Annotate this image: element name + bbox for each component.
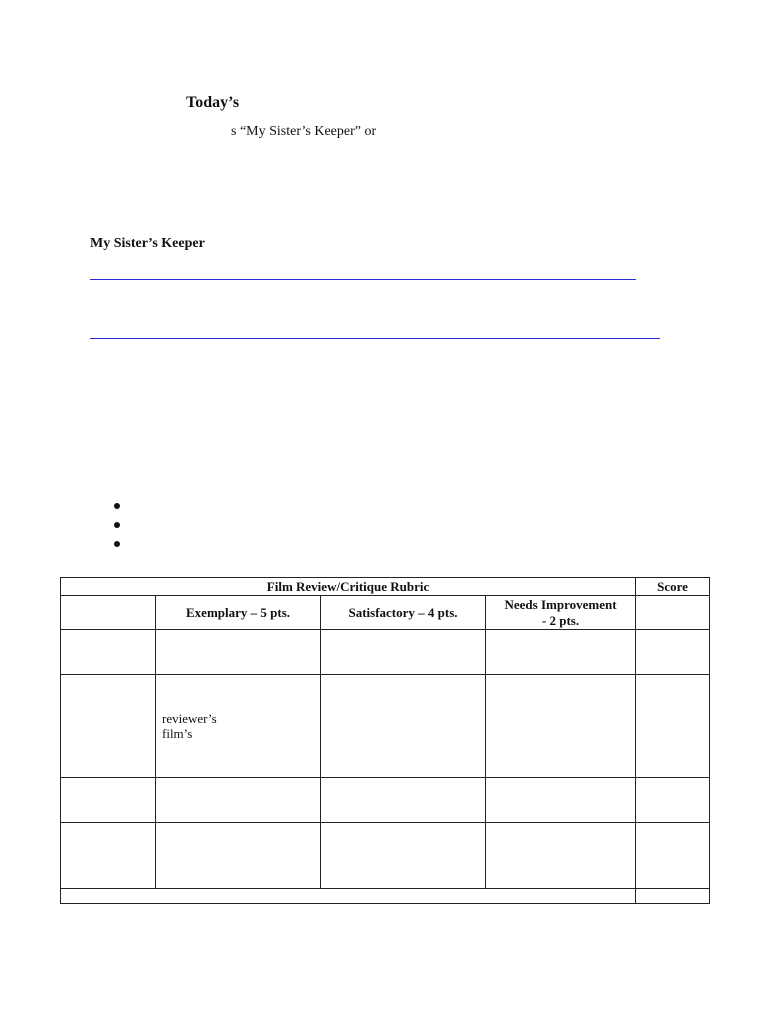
satisfactory-cell <box>321 778 486 823</box>
bullet-icon <box>114 522 120 528</box>
rubric-title: Film Review/Critique Rubric <box>61 578 636 596</box>
total-score-cell[interactable] <box>636 889 710 904</box>
needs-improvement-points: - 2 pts. <box>541 612 580 628</box>
criteria-cell <box>61 630 156 675</box>
exemplary-cell <box>156 778 321 823</box>
rubric-column-header-row <box>61 596 710 630</box>
link-underline-1[interactable] <box>90 279 636 280</box>
bullet-icon <box>114 541 120 547</box>
exemplary-header: Exemplary – 5 pts. <box>156 596 321 630</box>
page-heading: Today’s <box>186 94 240 111</box>
criteria-cell <box>61 823 156 889</box>
score-cell[interactable] <box>636 823 710 889</box>
satisfactory-cell <box>321 675 486 778</box>
criteria-cell <box>61 778 156 823</box>
needs-improvement-label: Needs Improvement <box>504 596 617 612</box>
link-underline-2[interactable] <box>90 338 660 339</box>
satisfactory-cell <box>321 823 486 889</box>
total-label-cell <box>61 889 636 904</box>
needs-improvement-header <box>486 596 636 630</box>
score-cell[interactable] <box>636 778 710 823</box>
intro-text: s “My Sister’s Keeper” or <box>231 124 377 139</box>
exemplary-cell <box>156 630 321 675</box>
criteria-cell <box>61 675 156 778</box>
criteria-header-cell <box>61 596 156 630</box>
needs-improvement-cell <box>486 778 636 823</box>
table-row <box>61 630 710 675</box>
table-row <box>61 823 710 889</box>
film-title: My Sister’s Keeper <box>90 236 205 251</box>
table-row <box>61 778 710 823</box>
total-row <box>61 889 710 904</box>
score-column-header-cell <box>636 596 710 630</box>
rubric-table <box>60 577 710 904</box>
score-cell[interactable] <box>636 675 710 778</box>
bullet-icon <box>114 503 120 509</box>
needs-improvement-cell <box>486 823 636 889</box>
cell-text-line: reviewer’s <box>162 711 217 726</box>
needs-improvement-cell <box>486 675 636 778</box>
exemplary-cell <box>156 823 321 889</box>
score-cell[interactable] <box>636 630 710 675</box>
score-header: Score <box>636 578 710 596</box>
needs-improvement-cell <box>486 630 636 675</box>
table-row <box>61 675 710 778</box>
satisfactory-cell <box>321 630 486 675</box>
satisfactory-header: Satisfactory – 4 pts. <box>321 596 486 630</box>
exemplary-cell <box>156 675 321 778</box>
rubric-title-row <box>61 578 710 596</box>
cell-text-line: film’s <box>162 726 193 741</box>
